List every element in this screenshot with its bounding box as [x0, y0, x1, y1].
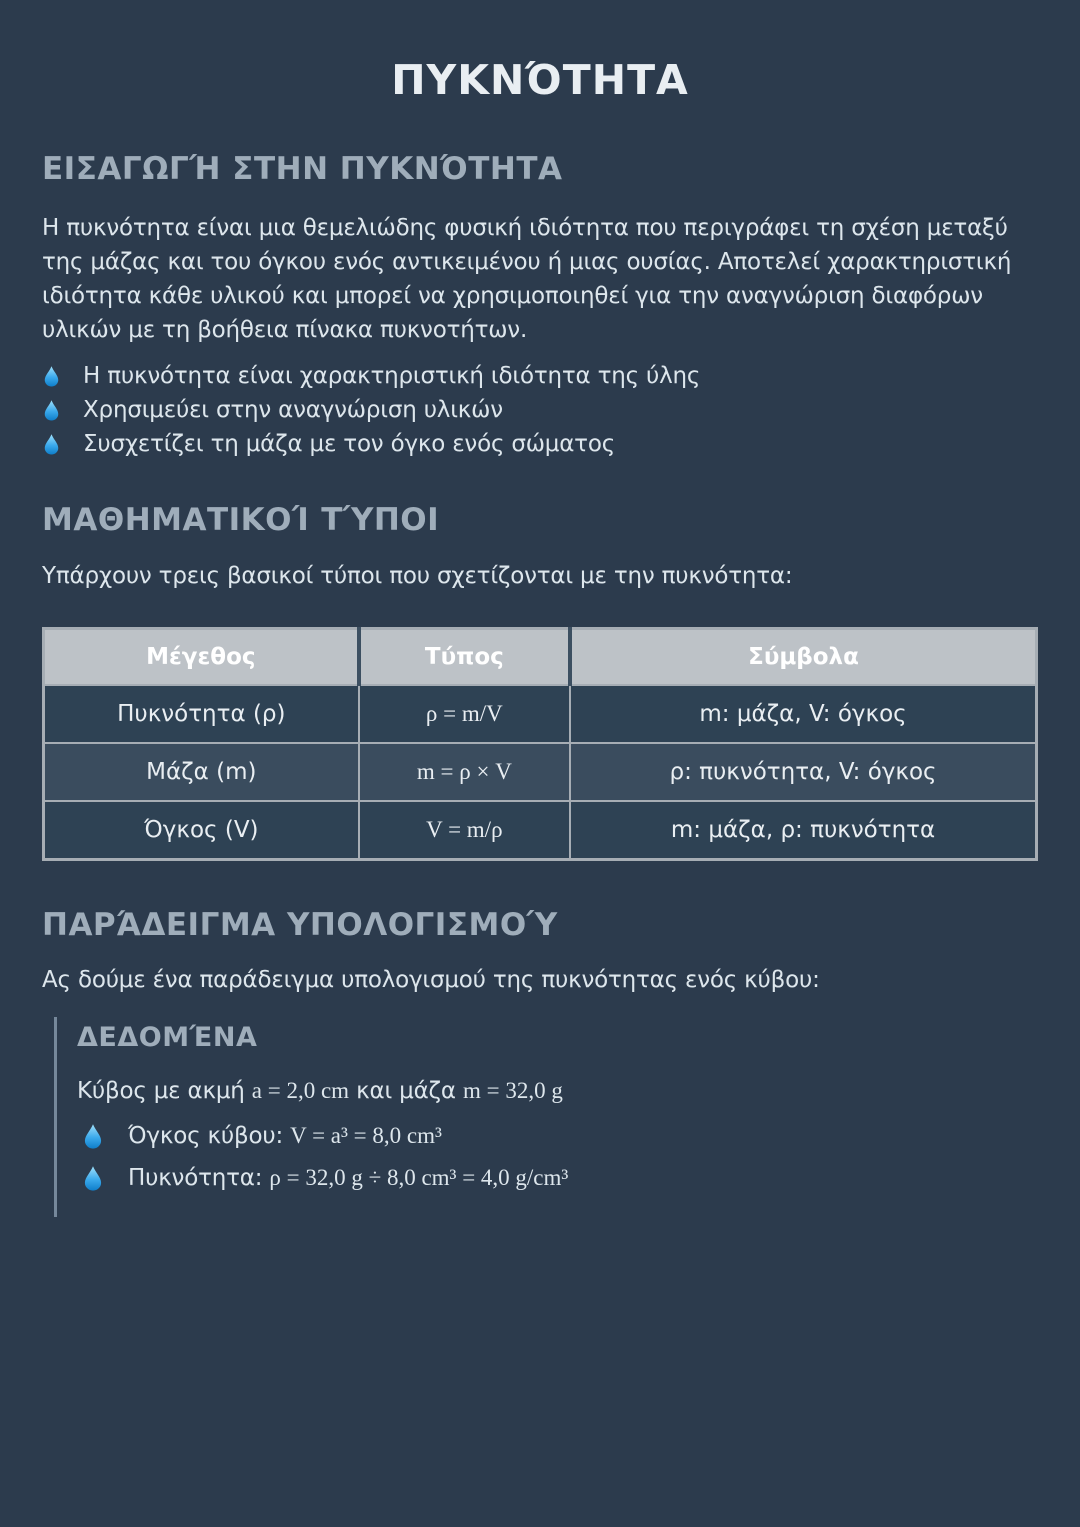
- formula-cell: m = ρ × V: [359, 743, 570, 801]
- table-row: [44, 801, 1037, 860]
- intro-bullet-list: [42, 364, 1038, 456]
- header-row: [44, 628, 1037, 685]
- water-drop-icon: [84, 1165, 102, 1191]
- symbols-cell: m: μάζα, ρ: πυκνότητα: [570, 801, 1036, 860]
- water-drop-icon: [44, 399, 59, 421]
- given-line: Κύβος με ακμή a = 2,0 cm και μάζα m = 32,0 g: [77, 1078, 563, 1105]
- formulas-lead-text: Υπάρχουν τρεις βασικοί τύποι που σχετίζονται με την πυκνότητα:: [42, 562, 793, 589]
- column-header-symbols: Σύμβολα: [570, 628, 1036, 685]
- bullet-text: Όγκος κύβου: V = a³ = 8,0 cm³: [128, 1123, 442, 1150]
- formulas-section-heading: ΜΑΘΗΜΑΤΙΚΟΊ ΤΎΠΟΙ: [42, 501, 440, 538]
- water-drop-icon: [44, 433, 59, 455]
- formula-cell: ρ = m/V: [359, 685, 570, 743]
- table-row: [44, 743, 1037, 801]
- formula-table-body: [44, 685, 1037, 860]
- bullet-text: Χρησιμεύει στην αναγνώριση υλικών: [83, 396, 503, 423]
- quantity-cell: Πυκνότητα (ρ): [44, 685, 359, 743]
- list-item: [42, 364, 1038, 388]
- quantity-cell: Όγκος (V): [44, 801, 359, 860]
- column-header-quantity: Μέγεθος: [44, 628, 359, 685]
- bullet-text: Συσχετίζει τη μάζα με τον όγκο ενός σώματος: [83, 430, 616, 457]
- symbols-cell: ρ: πυκνότητα, V: όγκος: [570, 743, 1036, 801]
- water-drop-icon: [84, 1123, 102, 1149]
- quantity-cell: Μάζα (m): [44, 743, 359, 801]
- data-box: [54, 1017, 1038, 1217]
- page-content: [0, 150, 1080, 1217]
- water-drop-icon: [44, 365, 59, 387]
- formula-table-header: [44, 628, 1037, 685]
- example-bullet-list: [77, 1121, 1038, 1193]
- column-header-formula: Τύπος: [359, 628, 570, 685]
- data-box-heading: ΔΕΔΟΜΈΝΑ: [77, 1022, 258, 1054]
- formula-table: [42, 627, 1038, 861]
- symbols-cell: m: μάζα, V: όγκος: [570, 685, 1036, 743]
- list-item: [42, 432, 1038, 456]
- example-lead-text: Ας δούμε ένα παράδειγμα υπολογισμού της πυκνότητας ενός κύβου:: [42, 967, 820, 994]
- bullet-text: Η πυκνότητα είναι χαρακτηριστική ιδιότητα της ύλης: [83, 362, 701, 389]
- list-item: [77, 1163, 1038, 1193]
- formula-cell: V = m/ρ: [359, 801, 570, 860]
- intro-paragraph: Η πυκνότητα είναι μια θεμελιώδης φυσική ιδιότητα που περιγράφει τη σχέση μεταξύ της μάζας και του όγκου ενός αντικειμένου ή μιας ουσίας. Αποτελεί χαρακτηριστική ιδιότητα κάθε υλικού και μπορεί να χρησιμοποιηθεί για την αναγνώριση διαφόρων υλικών με τη βοήθεια πίνακα πυκνοτήτων.: [42, 214, 1012, 343]
- list-item: [77, 1121, 1038, 1151]
- example-section-heading: ΠΑΡΆΔΕΙΓΜΑ ΥΠΟΛΟΓΙΣΜΟΎ: [42, 906, 558, 943]
- intro-section-heading: ΕΙΣΑΓΩΓΉ ΣΤΗΝ ΠΥΚΝΌΤΗΤΑ: [42, 151, 563, 188]
- bullet-text: Πυκνότητα: ρ = 32,0 g ÷ 8,0 cm³ = 4,0 g/cm³: [128, 1165, 569, 1192]
- table-row: [44, 685, 1037, 743]
- page-title: ΠΥΚΝΌΤΗΤΑ: [391, 56, 689, 104]
- list-item: [42, 398, 1038, 422]
